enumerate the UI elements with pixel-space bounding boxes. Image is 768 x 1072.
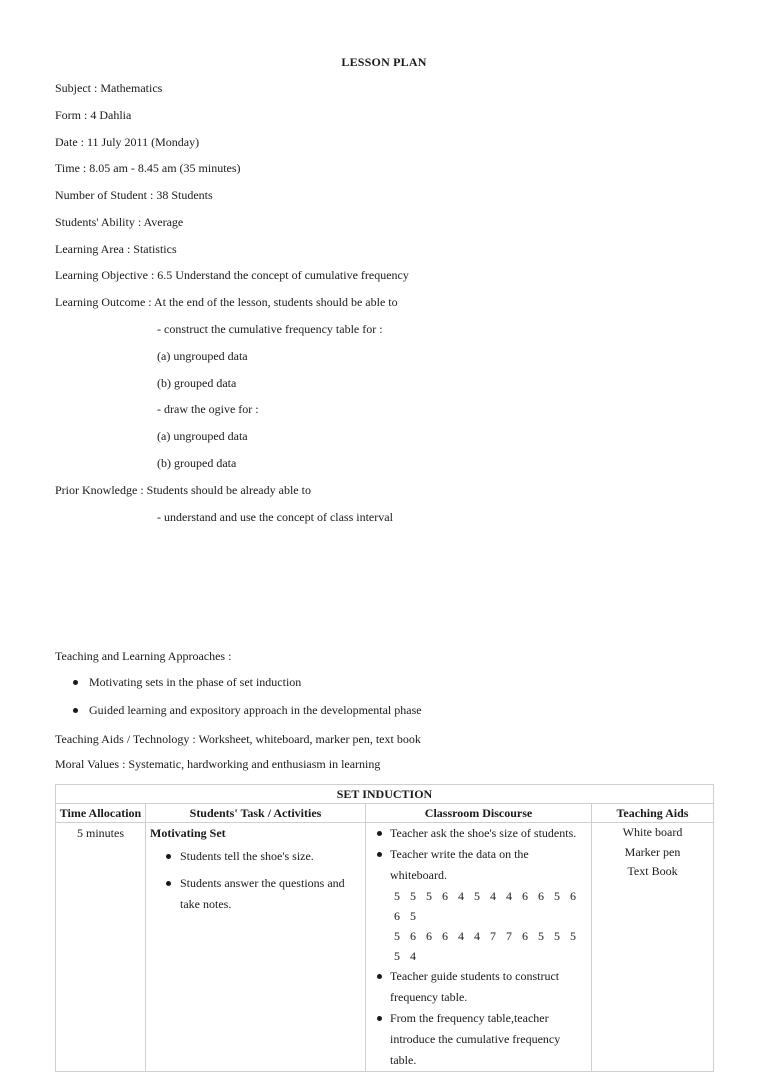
teaching-aid-item: Marker pen	[624, 844, 681, 859]
column-header: Classroom Discourse	[366, 804, 592, 823]
bullet-icon	[377, 974, 382, 979]
subject-line: Subject : Mathematics	[55, 81, 163, 95]
prior-knowledge-item: - understand and use the concept of class interval	[157, 510, 393, 524]
discourse-list	[366, 966, 591, 1071]
learning-objective-line: Learning Objective : 6.5 Understand the concept of cumulative frequency	[55, 268, 409, 282]
teaching-aid-item: Text Book	[627, 864, 678, 878]
bullet-icon	[166, 881, 171, 886]
outcome-item: (b) grouped data	[157, 456, 237, 470]
set-induction-table	[55, 784, 714, 1072]
list-item: Students tell the shoe's size.	[146, 846, 365, 867]
bullet-icon	[166, 854, 171, 859]
teaching-aids-line: Teaching Aids / Technology : Worksheet, whiteboard, marker pen, text book	[55, 732, 421, 746]
learning-outcome-line: Learning Outcome : At the end of the lesson, students should be able to	[55, 295, 398, 309]
teaching-aid-item: White board	[622, 825, 683, 839]
date-line: Date : 11 July 2011 (Monday)	[55, 135, 200, 149]
outcome-item: - construct the cumulative frequency table for :	[157, 322, 383, 336]
teaching-aids-cell	[592, 823, 714, 1072]
classroom-discourse-cell	[366, 823, 592, 1072]
discourse-list	[366, 823, 591, 886]
prior-knowledge-line: Prior Knowledge : Students should be already able to	[55, 483, 311, 497]
bullet-icon	[377, 1016, 382, 1021]
outcome-item: (a) ungrouped data	[157, 349, 248, 363]
ability-line: Students' Ability : Average	[55, 215, 184, 229]
list-item: From the frequency table,teacher introduce the cumulative frequency table.	[366, 1008, 591, 1071]
table-header-row	[56, 804, 714, 823]
task-title: Motivating Set	[150, 826, 226, 840]
table-row	[56, 823, 714, 1072]
task-list	[146, 846, 365, 915]
bullet-icon	[73, 680, 78, 685]
outcome-item: (a) ungrouped data	[157, 429, 248, 443]
page-title: LESSON PLAN	[341, 55, 427, 69]
lesson-plan-page: LESSON PLAN Subject : Mathematics Form : 4 Dahlia Date : 11 July 2011 (Monday) Time : 8.05 am - 8.45 am (35 minutes) Number of Student : 38 Students Students' Ability : Average Learning Area : Statistics Learning Objective : 6.5 Understand the concept of cumulative frequency Learning Outcome : At the end of the lesson, students should be able to - construct the cumulative frequency table for : (a) ungrouped data (b) grouped data - draw the ogive for : (a) ungrouped data (b) grouped data Prior Knowledge : Students should be already able to - understand and use the concept of class interval Teaching and Learning Approaches : Motivating sets in the phase of set induction Guided learning and expository approach in the developmental phase Teaching Aids / Technology : Worksheet, whiteboard, marker pen, text book Moral Values : Systematic, hardworking and enthusiasm in learning SET INDUCTION Time Allocation Students' Task / Activities Classroom Discourse Teaching Aids 5 minutes Motivating Set Students tell the shoe's size. Students answer the questions and take notes. Teacher ask the shoe's size of students. Teacher write the data on the whiteboard. 5 5 5 6 4 5 4 4 6 6 5 6 6 5 5 6 6 6 4 4 7 7 6 5 5 5 5 4 Teacher guide students to construct frequency table. From the frequency table,teacher introduce the cumulative frequency table. White board Marker pen Text Book	[0, 0, 768, 1024]
column-header: Students' Task / Activities	[146, 804, 366, 823]
table-title: SET INDUCTION	[56, 785, 714, 804]
time-allocation-cell: 5 minutes	[56, 823, 146, 1072]
students-task-cell	[146, 823, 366, 1072]
outcome-item: - draw the ogive for :	[157, 402, 259, 416]
bullet-icon	[73, 708, 78, 713]
list-item: Students answer the questions and take notes.	[146, 873, 365, 915]
form-line: Form : 4 Dahlia	[55, 108, 132, 122]
bullet-icon	[377, 852, 382, 857]
time-line: Time : 8.05 am - 8.45 am (35 minutes)	[55, 161, 241, 175]
outcome-item: (b) grouped data	[157, 376, 237, 390]
bullet-icon	[377, 831, 382, 836]
column-header: Teaching Aids	[592, 804, 714, 823]
learning-area-line: Learning Area : Statistics	[55, 242, 177, 256]
shoe-size-data-row: 5 6 6 6 4 4 7 7 6 5 5 5 5 4	[394, 929, 580, 963]
list-item: Teacher guide students to construct frequency table.	[366, 966, 591, 1008]
list-item: Teacher write the data on the whiteboard.	[366, 844, 591, 886]
list-item: Teacher ask the shoe's size of students.	[366, 823, 591, 844]
column-header: Time Allocation	[56, 804, 146, 823]
students-line: Number of Student : 38 Students	[55, 188, 213, 202]
moral-values-line: Moral Values : Systematic, hardworking and enthusiasm in learning	[55, 757, 381, 771]
shoe-size-data-row: 5 5 5 6 4 5 4 4 6 6 5 6 6 5	[394, 889, 580, 923]
approaches-heading: Teaching and Learning Approaches :	[55, 649, 232, 663]
